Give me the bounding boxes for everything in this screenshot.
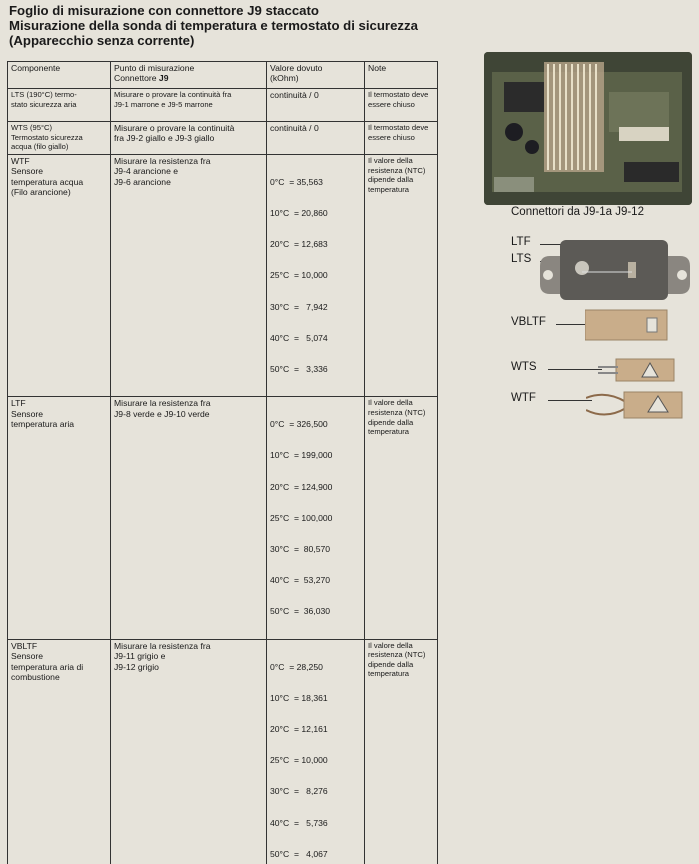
punto-line: Misurare la resistenza fra bbox=[114, 640, 211, 651]
table-row bbox=[8, 155, 438, 397]
cell-valori bbox=[267, 155, 365, 397]
comp-line: LTF bbox=[11, 398, 26, 409]
label-ltf: LTF bbox=[511, 236, 531, 248]
punto-line: J9-11 grigio e bbox=[114, 651, 166, 662]
cell-punto bbox=[111, 155, 267, 397]
value-line: 40°C = 5,074 bbox=[270, 332, 328, 343]
punto-line: J9-8 verde e J9-10 verde bbox=[114, 408, 210, 419]
comp-line: Sensore bbox=[11, 651, 44, 662]
value-line: 20°C = 12,683 bbox=[270, 239, 328, 250]
comp-line: Termostato sicurezza bbox=[11, 132, 83, 142]
ltf-lts-sensor-image bbox=[540, 236, 695, 304]
header-punto-line1: Punto di misurazione bbox=[114, 63, 195, 73]
comp-line: acqua (filo giallo) bbox=[11, 142, 69, 152]
value-line: 0°C = 28,250 bbox=[270, 661, 323, 672]
cell-punto bbox=[111, 639, 267, 864]
cell-note: Il valore della resistenza (NTC) dipende dalla temperatura bbox=[365, 639, 438, 864]
comp-line: stato sicurezza aria bbox=[11, 99, 77, 109]
title-line-3: (Apparecchio senza corrente) bbox=[9, 33, 195, 48]
table-row bbox=[8, 397, 438, 639]
label-wts: WTS bbox=[511, 361, 537, 373]
cell-valori bbox=[267, 639, 365, 864]
header-valore-line2: (kOhm) bbox=[270, 73, 299, 84]
value-line: 40°C = 53,270 bbox=[270, 575, 331, 586]
value-line: 25°C = 10,000 bbox=[270, 270, 328, 281]
value-line: 10°C = 20,860 bbox=[270, 208, 328, 219]
cell-valore: continuità / 0 bbox=[267, 89, 365, 122]
comp-line: temperatura aria bbox=[11, 419, 75, 430]
cell-valori bbox=[267, 397, 365, 639]
cell-componente bbox=[8, 89, 111, 122]
cell-note: Il valore della resistenza (NTC) dipende dalla temperatura bbox=[365, 397, 438, 639]
cell-note: Il termostato deve essere chiuso bbox=[365, 122, 438, 155]
wtf-sensor-image bbox=[586, 388, 686, 424]
comp-line: combustione bbox=[11, 671, 60, 682]
value-line: 50°C = 3,336 bbox=[270, 364, 328, 375]
value-line: 30°C = 80,570 bbox=[270, 544, 331, 555]
punto-line: fra J9-2 giallo e J9-3 giallo bbox=[114, 133, 215, 144]
value-line: 50°C = 4,067 bbox=[270, 848, 328, 859]
value-line: 10°C = 18,361 bbox=[270, 692, 328, 703]
circuit-board-photo bbox=[484, 52, 692, 205]
header-valore-line1: Valore dovuto bbox=[270, 63, 323, 73]
comp-line: temperatura acqua bbox=[11, 176, 84, 187]
punto-line: Misurare la resistenza fra bbox=[114, 398, 211, 409]
table-header-row bbox=[8, 62, 438, 89]
cell-punto bbox=[111, 397, 267, 639]
value-line: 30°C = 7,942 bbox=[270, 301, 328, 312]
header-note bbox=[365, 62, 438, 89]
cell-componente bbox=[8, 155, 111, 397]
cell-componente bbox=[8, 639, 111, 864]
punto-line: Misurare o provare la continuità bbox=[114, 123, 235, 133]
header-note-label: Note bbox=[368, 63, 387, 73]
cell-componente bbox=[8, 122, 111, 155]
cell-punto bbox=[111, 122, 267, 155]
leader-line-wts bbox=[548, 369, 602, 370]
measurement-table bbox=[7, 61, 438, 864]
cell-punto bbox=[111, 89, 267, 122]
comp-line: temperatura aria di bbox=[11, 661, 84, 672]
value-line: 40°C = 5,736 bbox=[270, 817, 328, 828]
comp-line: Sensore bbox=[11, 166, 44, 177]
comp-line: (Filo arancione) bbox=[11, 187, 71, 198]
comp-line: VBLTF bbox=[11, 640, 38, 651]
value-line: 30°C = 8,276 bbox=[270, 786, 328, 797]
comp-line: LTS (190°C) termo- bbox=[11, 90, 77, 99]
value-line: 10°C = 199,000 bbox=[270, 450, 333, 461]
header-punto-line2: Connettore bbox=[114, 73, 159, 84]
table-row bbox=[8, 639, 438, 864]
punto-line: Misurare o provare la continuità fra bbox=[114, 90, 232, 99]
value-line: 25°C = 10,000 bbox=[270, 755, 328, 766]
value-line: 20°C = 124,900 bbox=[270, 481, 333, 492]
header-valore bbox=[267, 62, 365, 89]
punto-line: Misurare la resistenza fra bbox=[114, 156, 211, 166]
comp-line: Sensore bbox=[11, 408, 44, 419]
cell-valore: continuità / 0 bbox=[267, 122, 365, 155]
cell-componente bbox=[8, 397, 111, 639]
value-line: 50°C = 36,030 bbox=[270, 606, 331, 617]
comp-line: WTF bbox=[11, 156, 30, 166]
value-line: 20°C = 12,161 bbox=[270, 723, 328, 734]
value-line: 0°C = 35,563 bbox=[270, 176, 323, 187]
punto-line: J9-4 arancione e bbox=[114, 166, 179, 177]
punto-line: J9-6 arancione bbox=[114, 176, 171, 187]
value-line: 25°C = 100,000 bbox=[270, 512, 333, 523]
header-punto-j9: J9 bbox=[158, 73, 169, 84]
vbltf-sensor-image bbox=[585, 308, 670, 342]
value-line: 0°C = 326,500 bbox=[270, 419, 328, 430]
header-componente-label: Componente bbox=[11, 63, 61, 73]
header-punto bbox=[111, 62, 267, 89]
wts-thermostat-image bbox=[598, 357, 678, 383]
cell-note: Il termostato deve essere chiuso bbox=[365, 89, 438, 122]
header-componente bbox=[8, 62, 111, 89]
title-line-2: Misurazione della sonda di temperatura e termostato di sicurezza bbox=[9, 18, 418, 33]
punto-line: J9-12 grigio bbox=[114, 661, 159, 672]
cell-note: Il valore della resistenza (NTC) dipende dalla temperatura bbox=[365, 155, 438, 397]
title-line-1: Foglio di misurazione con connettore J9 staccato bbox=[9, 3, 319, 18]
table-row bbox=[8, 89, 438, 122]
table-row bbox=[8, 122, 438, 155]
punto-line: J9-1 marrone e J9-5 marrone bbox=[114, 99, 213, 109]
label-wtf: WTF bbox=[511, 392, 536, 404]
circuit-board-drawing bbox=[484, 52, 692, 205]
connector-caption: Connettori da J9-1a J9-12 bbox=[511, 206, 644, 218]
label-vbltf: VBLTF bbox=[511, 316, 546, 328]
label-lts: LTS bbox=[511, 253, 532, 265]
comp-line: WTS (95°C) bbox=[11, 123, 53, 132]
